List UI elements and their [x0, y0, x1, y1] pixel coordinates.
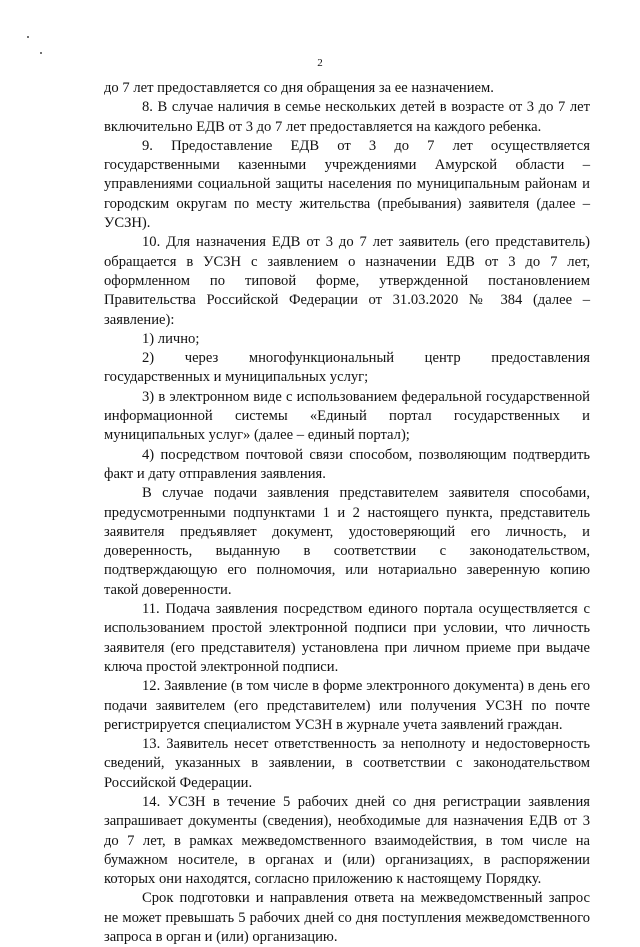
paragraph-item-12: 12. Заявление (в том числе в форме электронного документа) в день его подачи заявителем (его представителем) или получения УСЗН по почте регистрируется специалистом УСЗН в журнале учета заявлений граждан. — [104, 678, 590, 733]
paragraph-representative: В случае подачи заявления представителем заявителя способами, предусмотренными подпунктами 1 и 2 настоящего пункта, представитель заявителя предъявляет документ, удостоверяющий его личность, и доверенность, выданную в соответствии с законодательством, подтверждающую его полномочия, или нотариально заверенную копию такой доверенности. — [104, 485, 590, 598]
subitem-1: 1) лично; — [142, 330, 200, 347]
paragraph-item-14: 14. УСЗН в течение 5 рабочих дней со дня регистрации заявления запрашивает документы (сведения), необходимые для назначения ЕДВ от 3 до 7 лет, в рамках межведомственного взаимодействия, в том числе на бумажном носителе, в органах и (или) организациях, в распоряжении которых они находятся, согласно приложению к настоящему Порядку. — [104, 793, 590, 888]
scan-speck — [27, 36, 29, 38]
paragraph-item-8: 8. В случае наличия в семье нескольких детей в возрасте от 3 до 7 лет включительно ЕДВ от 3 до 7 лет предоставляется на каждого ребенка. — [104, 99, 590, 135]
paragraph-item-10: 10. Для назначения ЕДВ от 3 до 7 лет заявитель (его представитель) обращается в УСЗН с заявлением о назначении ЕДВ от 3 до 7 лет, оформленном по типовой форме, утвержденной постановлением Правительства Российской Федерации от 31.03.2020 № 384 (далее – заявление): — [104, 234, 590, 328]
paragraph-response-term: Срок подготовки и направления ответа на межведомственный запрос не может превышать 5 рабочих дней со дня поступления межведомственного запроса в орган и (или) организацию. — [104, 890, 590, 946]
paragraph-item-13: 13. Заявитель несет ответственность за неполноту и недостоверность сведений, указанных в заявлении, в соответствии с законодательством Российской Федерации. — [104, 736, 590, 791]
subitem-3: 3) в электронном виде с использованием федеральной государственной информационной системы «Единый портал государственных и муниципальных услуг» (далее – единый портал); — [104, 388, 590, 444]
document-body — [104, 79, 590, 947]
subitem-4: 4) посредством почтовой связи способом, позволяющим подтвердить факт и дату отправления заявления. — [104, 446, 590, 482]
scan-speck — [40, 52, 42, 54]
paragraph-item-11: 11. Подача заявления посредством единого портала осуществляется с использованием простой электронной подписи при условии, что личность заявителя (его представителя) установлена при личном приеме при выдаче ключа простой электронной подписи. — [104, 601, 590, 675]
paragraph-item-9: 9. Предоставление ЕДВ от 3 до 7 лет осуществляется государственными казенными учреждениями Амурской области – управлениями социальной защиты населения по муниципальным районам и городским округам по месту жительства (пребывания) заявителя (далее – УСЗН). — [104, 137, 590, 232]
page-number: 2 — [317, 57, 323, 69]
subitem-2: 2) через многофункциональный центр предоставления государственных и муниципальных услуг; — [104, 350, 590, 386]
paragraph: до 7 лет предоставляется со дня обращения за ее назначением. — [104, 80, 494, 96]
